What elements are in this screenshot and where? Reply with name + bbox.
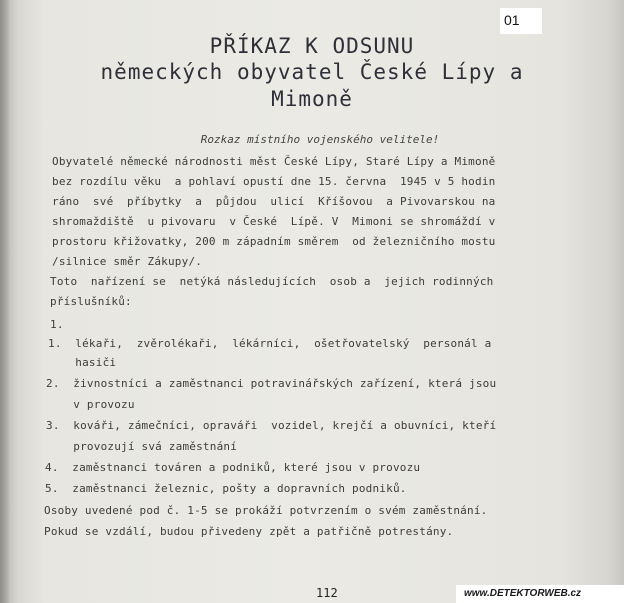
- list-item: 3. kováři, zámečníci, opraváři vozidel, krejčí a obuvníci, kteří: [46, 419, 497, 432]
- list-item: provozují svá zaměstnání: [46, 440, 238, 453]
- page-number: 112: [316, 586, 338, 600]
- title-line-1: PŘÍKAZ K ODSUNU: [209, 34, 415, 58]
- list-item: 2. živnostníci a zaměstnanci potravinářských zařízení, která jsou: [46, 377, 497, 390]
- body-line: shromaždiště u pivovaru v České Lípě. V Mimoni se shromáždí v: [52, 215, 496, 228]
- page-tag: 01: [500, 8, 542, 34]
- body-line: Toto nařízení se netýká následujících osob a jejich rodinných: [50, 275, 494, 288]
- body-line: příslušníků:: [50, 295, 132, 308]
- list-item: 4. zaměstnanci továren a podniků, které jsou v provozu: [45, 461, 421, 474]
- watermark: www.DETEKTORWEB.cz: [456, 585, 624, 603]
- closing-line: Osoby uvedené pod č. 1-5 se prokáží potvrzením o svém zaměstnání.: [44, 504, 488, 517]
- body-line: prostoru křižovatky, 200 m západním směrem od železničního mostu: [52, 235, 496, 248]
- title-line-3: Mimoně: [271, 87, 353, 111]
- body-line: bez rozdílu věku a pohlaví opustí dne 15. června 1945 v 5 hodin: [52, 175, 496, 188]
- list-item: hasiči: [48, 356, 117, 369]
- body-line: /silnice směr Zákupy/.: [52, 255, 203, 268]
- body-line: Obyvatelé německé národnosti měst České Lípy, Staré Lípy a Mimoně: [52, 155, 496, 168]
- closing-line: Pokud se vzdálí, budou přivedeny zpět a patřičně potrestány.: [44, 525, 454, 538]
- list-item: 1. lékaři, zvěrolékaři, lékárníci, ošetřovatelský personál a: [48, 337, 492, 350]
- title-line-2: německých obyvatel České Lípy a: [100, 60, 524, 84]
- body-line: 1.: [50, 318, 64, 331]
- body-line: ráno své příbytky a půjdou ulicí Kříšovou a Pivovarskou na: [52, 195, 496, 208]
- list-item: v provozu: [46, 398, 135, 411]
- list-item: 5. zaměstnanci železnic, pošty a dopravních podniků.: [45, 482, 407, 495]
- subtitle: Rozkaz místního vojenského velitele!: [200, 133, 440, 146]
